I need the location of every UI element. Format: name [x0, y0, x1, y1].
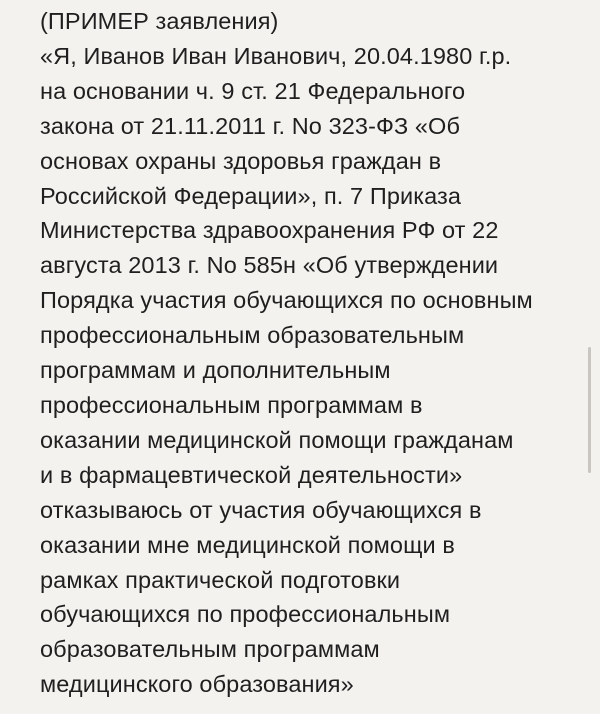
text-line: Российской Федерации», п. 7 Приказа [40, 182, 462, 209]
text-line: отказываюсь от участия обучающихся в [40, 496, 482, 523]
text-line: «Я, Иванов Иван Иванович, 20.04.1980 г.р. [40, 42, 512, 69]
text-line: профессиональным программам в [40, 391, 423, 418]
text-line: закона от 21.11.2011 г. No 323-ФЗ «Об [40, 112, 460, 139]
text-line: на основании ч. 9 ст. 21 Федерального [40, 77, 466, 104]
text-line: Министерства здравоохранения РФ от 22 [40, 217, 499, 244]
text-line: оказании мне медицинской помощи в [40, 531, 455, 558]
text-line: программам и дополнительным [40, 357, 391, 384]
text-line: августа 2013 г. No 585н «Об утверждении [40, 252, 499, 279]
text-line: Порядка участия обучающихся по основным [40, 287, 533, 314]
text-line: образовательным программам [40, 636, 380, 663]
text-line: профессиональным образовательным [40, 322, 465, 349]
statement-text [40, 4, 600, 702]
scroll-indicator[interactable] [588, 347, 591, 473]
text-line: основах охраны здоровья граждан в [40, 147, 442, 174]
text-line: оказании медицинской помощи гражданам [40, 426, 514, 453]
text-line: рамках практической подготовки [40, 566, 401, 593]
text-line: и в фармацевтической деятельности» [40, 461, 463, 488]
text-line: обучающихся по профессиональным [40, 601, 451, 628]
text-line: медицинского образования» [40, 671, 354, 698]
document-heading: (ПРИМЕР заявления) [40, 8, 279, 34]
